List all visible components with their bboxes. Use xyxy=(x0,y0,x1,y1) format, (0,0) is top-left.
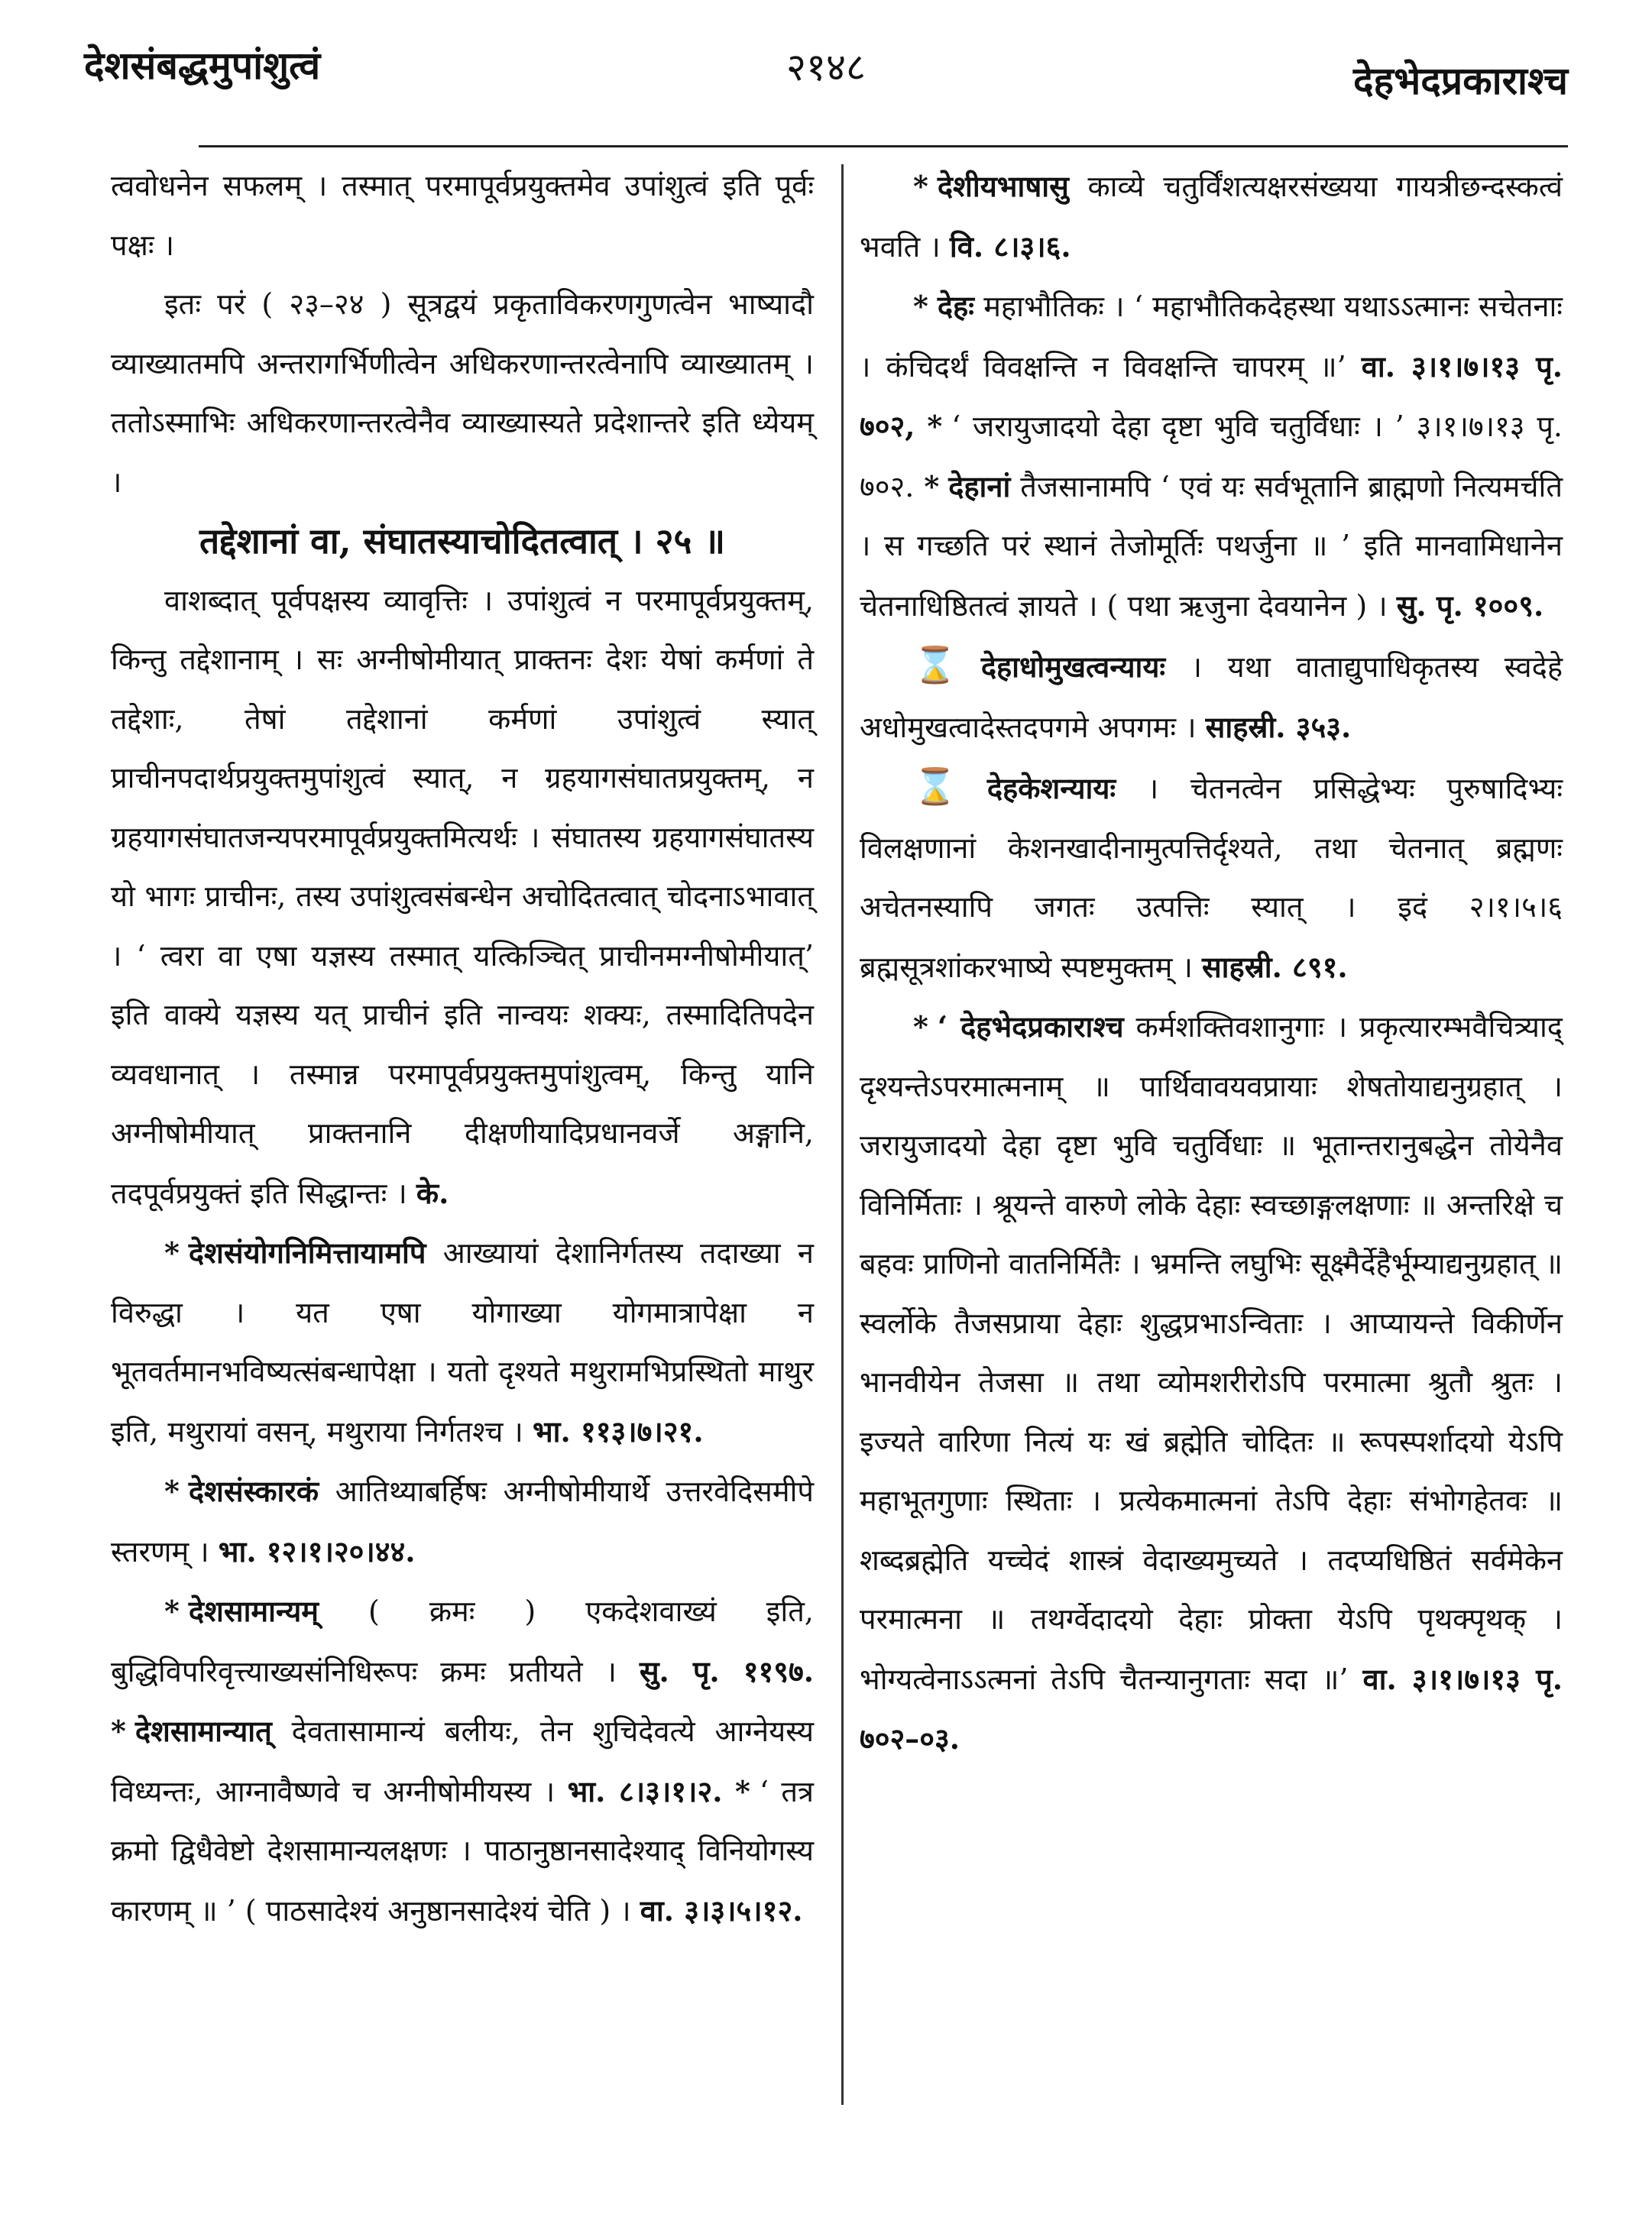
asterisk-icon: * xyxy=(927,409,943,443)
asterisk-icon: * xyxy=(913,1009,928,1044)
reference: वा. ३।१।७।१३ पृ. ७०२–०३. xyxy=(860,1661,1563,1756)
header-rule xyxy=(199,145,1568,147)
headword: देशीयभाषासु xyxy=(937,169,1069,203)
entry-text: कर्मशक्तिवशानुगाः । प्रकृत्यारम्भवैचित्र्याद् दृश्यन्तेऽपरमात्मनाम् ॥ पार्थिवावयवप्रायाः शेषतोयाद्यनुग्रहात् । जरायुजादयो देहा दृष्टा भुवि चतुर्विधाः ॥ भूतान्तरानुबद्धेन तोयेनैव विनिर्मिताः । श्रूयन्ते वारुणे लोके देहाः स्वच्छाङ्गलक्षणाः ॥ अन्तरिक्षे च बहवः प्राणिनो वातनिर्मितैः । भ्रमन्ति लघुभिः सूक्ष्मैर्देहैर्भूम्याद्यनुग्रहात् ॥ स्वर्लोके तैजसप्राया देहाः शुद्धप्रभाऽन्विताः । आप्यायन्ते विकीर्णेन भानवीयेन तेजसा ॥ तथा व्योमशरीरोऽपि परमात्मा श्रुतौ श्रुतः । इज्यते वारिणा नित्यं यः खं ब्रह्मेति चोदितः ॥ रूपस्पर्शादयो येऽपि महाभूतगुणाः स्थिताः । प्रत्येकमात्मनां तेऽपि देहाः संभोगहेतवः ॥ शब्दब्रह्मेति यच्चेदं शास्त्रं वेदाख्यमुच्यते । तदप्यधिष्ठितं सर्वमेकेन परमात्मना ॥ तथर्ग्वेदादयो देहाः प्रोक्ता येऽपि पृथक्पृथक् । भोग्यत्वेनाऽऽत्मनां तेऽपि चैतन्यानुगताः सदा ॥’ xyxy=(860,1010,1563,1696)
reference: सु. पृ. १००९. xyxy=(1396,588,1544,623)
entry-paragraph xyxy=(860,636,1563,757)
entry-paragraph xyxy=(111,1582,814,1941)
left-column xyxy=(111,157,814,1941)
sutra-heading: तद्देशानां वा, संघातस्याचोदितत्वात् । २५ ॥ xyxy=(199,520,726,562)
reference: वि. ८।३।६. xyxy=(949,228,1071,264)
reference: भा. ११३।७।२१. xyxy=(532,1413,704,1449)
entry-text: आख्यायां देशानिर्गतस्य तदाख्या न विरुद्धा । यत एषा योगाख्या योगमात्रापेक्षा न भूतवर्तमानभविष्यत्संबन्धापेक्षा । यतो दृश्यते मथुरामभिप्रस्थितो माथुर इति, मथुरायां वसन्, मथुराया निर्गतश्च । xyxy=(111,1236,814,1449)
hourglass-icon: ⌛ xyxy=(913,644,973,685)
entry-text: महाभौतिकः । ‘ महाभौतिकदेहस्था यथाऽऽत्मानः सचेतनाः । कंचिदर्थं विवक्षन्ति न विवक्षन्ति चापरम् ॥’ xyxy=(860,290,1563,384)
asterisk-icon: * xyxy=(111,1714,126,1748)
entry-paragraph xyxy=(860,997,1563,1769)
reference: सु. पृ. ११९७. xyxy=(639,1653,814,1688)
entry-text: तैजसानामपि ‘ एवं यः सर्वभूतानि ब्राह्मणो नित्यमर्चति । स गच्छति परं स्थानं तेजोमूर्तिः पथर्जुना ॥ ’ इति मानवामिधानेन चेतनाधिष्ठितत्वं ज्ञायते । ( पथा ऋजुना देवयानेन ) । xyxy=(860,469,1563,623)
entry-paragraph xyxy=(860,157,1563,277)
entry-paragraph: त्ववोधनेन सफलम् । तस्मात् परमापूर्वप्रयुक्तमेव उपांशुत्वं इति पूर्वः पक्षः । xyxy=(111,169,814,262)
entry-text: । चेतनत्वेन प्रसिद्धेभ्यः पुरुषादिभ्यः विलक्षणानां केशनखादीनामुत्पत्तिर्दृश्यते, तथा चेतनात् ब्रह्मणः अचेतनस्यापि जगतः उत्पत्तिः स्यात् । इदं २।१।५।६ ब्रह्मसूत्रशांकरभाष्ये स्पष्टमुक्तम् । xyxy=(860,772,1563,984)
reference: भा. १२।१।२०।४४. xyxy=(218,1533,416,1569)
headword: देशसंयोगनिमित्तायामपि xyxy=(188,1235,426,1270)
asterisk-icon: * xyxy=(164,1235,180,1270)
entry-paragraph xyxy=(111,1462,814,1582)
page-header xyxy=(84,31,1568,122)
asterisk-icon: * xyxy=(913,289,928,323)
page-number: २१४८ xyxy=(786,45,866,89)
entry-paragraph xyxy=(860,277,1563,636)
column-divider xyxy=(841,164,844,2105)
entry-text: वाशब्दात् पूर्वपक्षस्य व्यावृत्तिः । उपांशुत्वं न परमापूर्वप्रयुक्तम्, किन्तु तद्देशानाम् । सः अग्नीषोमीयात् प्राक्तनः देशः येषां कर्मणां ते तद्देशाः, तेषां तद्देशानां कर्मणां उपांशुत्वं स्यात् प्राचीनपदार्थप्रयुक्तमुपांशुत्वं स्यात्, न ग्रहयागसंघातप्रयुक्तम्, न ग्रहयागसंघातजन्यपरमापूर्वप्रयुक्तमित्यर्थः । संघातस्य ग्रहयागसंघातस्य यो भागः प्राचीनः, तस्य उपांशुत्वसंबन्धेन अचोदितत्वात् चोदनाऽभावात् । ‘ त्वरा वा एषा यज्ञस्य तस्मात् यत्किञ्चित् प्राचीनमग्नीषोमीयात्’ इति वाक्ये यज्ञस्य यत् प्राचीनं इति नान्वयः शक्यः, तस्मादितिपदेन व्यवधानात् । तस्मान्न परमापूर्वप्रयुक्तमुपांशुत्वम्, किन्तु यानि अग्नीषोमीयात् प्राक्तनानि दीक्षणीयादिप्रधानवर्जे अङ्गानि, तदपूर्वप्रयुक्तं इति सिद्धान्तः । xyxy=(111,583,815,1210)
entry-paragraph xyxy=(111,1223,814,1462)
reference: साहस्री. ८९१. xyxy=(1201,949,1348,984)
entry-paragraph xyxy=(860,757,1563,997)
reference: के. xyxy=(416,1175,449,1210)
entry-text: देवतासामान्यं बलीयः, तेन शुचिदेवत्ये आग्नेयस्य विध्यन्तः, आग्नावैष्णवे च अग्नीषोमीयस्य । xyxy=(111,1714,814,1808)
reference: वा. ३।३।५।१२. xyxy=(640,1892,803,1928)
header-left-word: देशसंबद्धमुपांशुत्वं xyxy=(84,43,321,88)
entry-paragraph xyxy=(111,571,814,1224)
header-right-word: देहभेदप्रकाराश्च xyxy=(1353,58,1568,103)
headword: देहानां xyxy=(948,468,1011,503)
headword: ‘ देहभेदप्रकाराश्च xyxy=(937,1009,1124,1044)
headword: देहकेशन्यायः xyxy=(986,771,1116,805)
entry-text: ‘ तत्र क्रमो द्विधैवेष्टो देशसामान्यलक्षणः । पाठानुष्ठानसादेश्याद् विनियोगस्य कारणम् ॥ ’ ( पाठसादेश्यं अनुष्ठानसादेश्यं चेति ) । xyxy=(111,1774,814,1928)
entry-text: आतिथ्याबर्हिषः अग्नीषोमीयार्थे उत्तरवेदिसमीपे स्तरणम् । xyxy=(111,1475,814,1569)
entry-text: ‘ जरायुजादयो देहा दृष्टा भुवि चतुर्विधाः । ’ ३।१।७।१३ पृ. ७०२. xyxy=(860,410,1563,503)
asterisk-icon: * xyxy=(164,1474,180,1508)
entry-paragraph: इतः परं ( २३–२४ ) सूत्रद्वयं प्रकृताविकरणगुणत्वेन भाष्यादौ व्याख्यातमपि अन्तरागर्भिणीत्वेन अधिकरणान्तरत्वेनापि व्याख्यातम् । ततोऽस्माभिः अधिकरणान्तरत्वेनैव व्याख्यास्यते प्रदेशान्तरे इति ध्येयम् । xyxy=(111,287,814,499)
reference: साहस्री. ३५३. xyxy=(1205,709,1352,744)
entry-text: । यथा वाताद्युपाधिकृतस्य स्वदेहे अधोमुखत्वादेस्तदपगमे अपगमः । xyxy=(860,650,1563,744)
asterisk-icon: * xyxy=(734,1773,750,1808)
right-column xyxy=(860,157,1563,1769)
asterisk-icon: * xyxy=(913,169,928,203)
reference: भा. ८।३।१।२. xyxy=(567,1773,723,1808)
headword: देशसंस्कारकं xyxy=(188,1474,319,1508)
asterisk-icon: * xyxy=(924,468,940,503)
headword: देहः xyxy=(937,289,974,323)
hourglass-icon: ⌛ xyxy=(913,766,980,807)
entry-text: काव्ये चतुर्विंशत्यक्षरसंख्यया गायत्रीछन्दस्कत्वं भवति । xyxy=(860,170,1563,264)
reference: वा. ३।१।७।१३ पृ. ७०२, xyxy=(860,348,1563,443)
headword: देशसामान्यात् xyxy=(134,1714,272,1748)
headword: देहाधोमुखत्वन्यायः xyxy=(980,649,1166,684)
asterisk-icon: * xyxy=(164,1594,180,1628)
headword: देशसामान्यम् xyxy=(188,1594,319,1628)
entry-text: ( क्रमः ) एकदेशवाख्यं इति, बुद्धिविपरिवृत्त्याख्यसंनिधिरूपः क्रमः प्रतीयते । xyxy=(111,1595,814,1688)
